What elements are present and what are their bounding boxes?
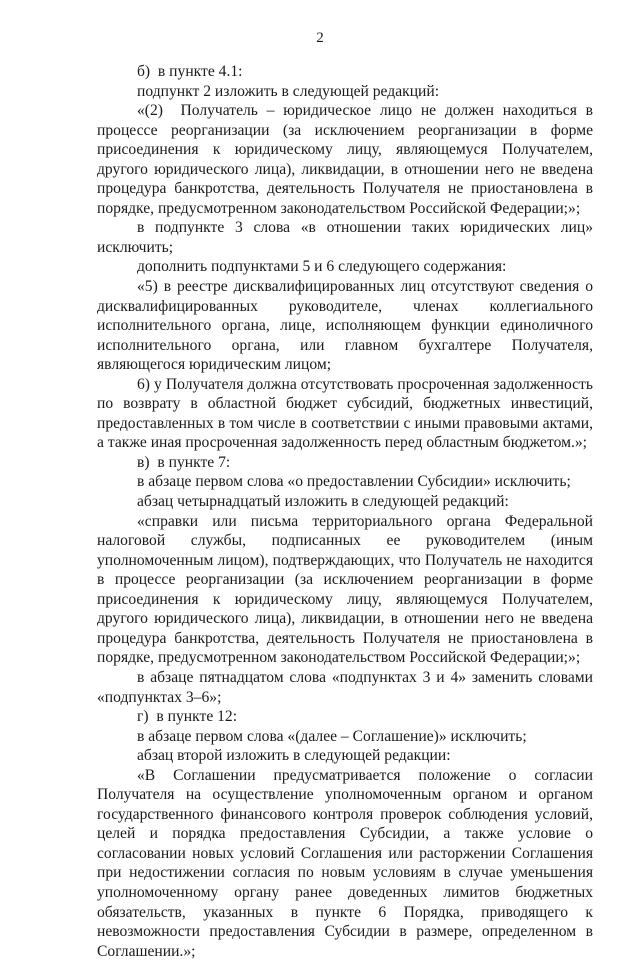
paragraph-subpoint-3: в подпункте 3 слова «в отношении таких юридических лиц» исключить; xyxy=(97,219,593,256)
page-number: 2 xyxy=(316,30,324,46)
paragraph-item-7-first: в абзаце первом слова «о предоставлении Субсидии» исключить; xyxy=(137,473,571,491)
paragraph-item-7-fourteenth-text: «справки или письма территориального органа Федеральной налоговой службы, подписанных ее руководителем (иным уполномоченным лицом), подтверждающих, что Получатель не находится в процессе реорганизации (за исключением реорганизации в форме присоединения к юридическому лицу, являющемуся Получателем, другого юридического лица), ликвидации, в отношении него не введена процедура банкротства, деятельность Получателя не приостановлена в порядке, предусмотренном законодательством Российской Федерации;»; xyxy=(97,512,593,667)
document-body xyxy=(97,62,593,961)
paragraph-item-g: г) в пункте 12: xyxy=(137,708,238,726)
paragraph-subpoint-2-text: «(2) Получатель – юридическое лицо не должен находиться в процессе реорганизации (за исключением реорганизации в форме присоединения к юридическому лицу, являющемуся Получателем, другого юридического лица), ликвидации, в отношении него не введена процедура банкротства, деятельность Получателя не приостановлена в порядке, предусмотренном законодательством Российской Федерации;»; xyxy=(97,102,593,217)
paragraph-item-12-first: в абзаце первом слова «(далее – Соглашение)» исключить; xyxy=(137,727,527,745)
paragraph-item-7-fifteenth: в абзаце пятнадцатом слова «подпунктах 3 и 4» заменить словами «подпунктах 3–6»; xyxy=(97,668,593,706)
paragraph-item-12-second-intro: абзац второй изложить в следующей редакции: xyxy=(137,747,451,765)
paragraph-subpoint-6: 6) у Получателя должна отсутствовать просроченная задолженность по возврату в областной бюджет субсидий, бюджетных инвестиций, предоставленных в том числе в соответствии с иными правовыми актами, а также иная просроченная задолженность перед областным бюджетом.»; xyxy=(97,375,593,452)
paragraph-item-b: б) в пункте 4.1: xyxy=(137,63,243,80)
paragraph-subpoint-2-intro: подпункт 2 изложить в следующей редакций: xyxy=(137,82,440,100)
paragraph-item-12-second-text: «В Соглашении предусматривается положение о согласии Получателя на осуществление уполномоченным органом и органом государственного финансового контроля проверок соблюдения условий, целей и порядка предоставления Субсидии, а также условие о согласовании новых условий Соглашения или расторжении Соглашения при недостижении согласия по новым условиям в случае уменьшения уполномоченному органу ранее доведенных лимитов бюджетных обязательств, указанных в пункте 6 Порядка, приводящего к невозможности предоставления Субсидии в размере, определенном в Соглашении.»; xyxy=(97,766,593,960)
paragraph-add-subpoints-intro: дополнить подпунктами 5 и 6 следующего содержания: xyxy=(137,258,507,276)
paragraph-subpoint-5: «5) в реестре дисквалифицированных лиц отсутствуют сведения о дисквалифицированных руководителе, членах коллегиального исполнительного органа, лице, исполняющем функции единоличного исполнительного органа, или главном бухгалтере Получателя, являющегося юридическим лицом; xyxy=(97,278,593,374)
paragraph-item-v: в) в пункте 7: xyxy=(137,453,231,471)
paragraph-item-7-fourteenth-intro: абзац четырнадцатый изложить в следующей редакций: xyxy=(137,493,509,511)
